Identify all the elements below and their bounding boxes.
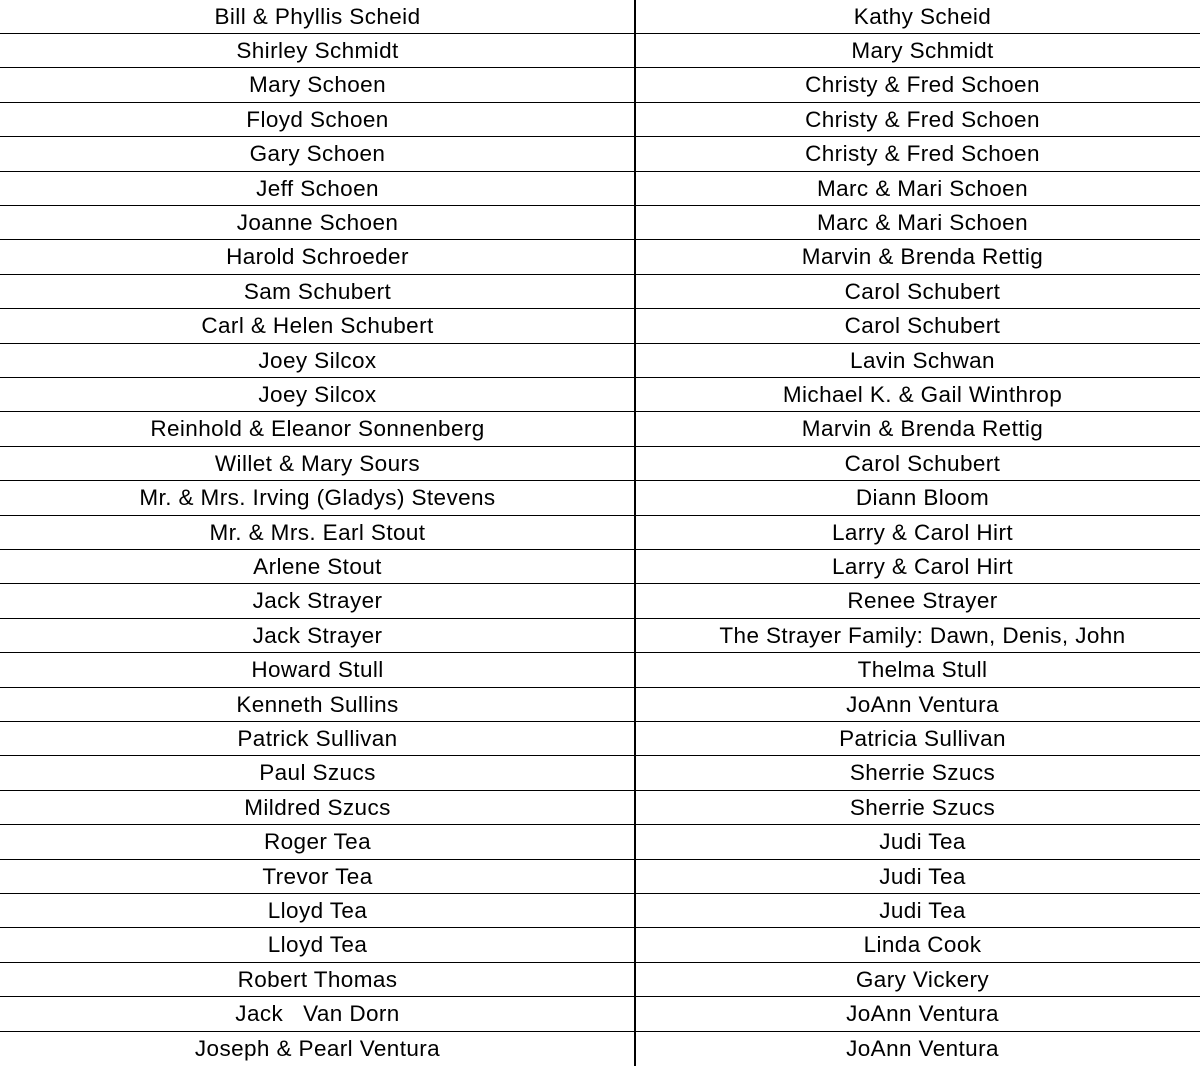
honoree-cell: Patrick Sullivan [237,725,398,751]
table-row [0,0,1200,34]
honoree-cell: Jeff Schoen [256,175,379,201]
table-row [0,791,1200,825]
table-row [0,894,1200,928]
table-row [0,550,1200,584]
donor-cell: Linda Cook [863,932,982,958]
table-row [0,722,1200,756]
honoree-cell: Mildred Szucs [244,794,391,820]
table-row [0,963,1200,997]
donor-cell: JoAnn Ventura [846,691,999,717]
table-row [0,413,1200,447]
donor-cell: Sherrie Szucs [849,794,996,820]
donor-cell: Carol Schubert [844,450,1001,476]
honoree-cell: Jack Strayer [252,622,383,648]
table-row [0,860,1200,894]
donor-cell: JoAnn Ventura [846,1001,999,1027]
column-divider [634,0,636,1066]
honoree-cell: Joey Silcox [258,381,377,407]
honoree-cell: Sam Schubert [243,278,392,304]
table-row [0,69,1200,103]
donor-cell: Michael K. & Gail Winthrop [782,381,1063,407]
donor-cell: Lavin Schwan [850,347,995,373]
donor-cell: Marvin & Brenda Rettig [801,244,1044,270]
donor-cell: The Strayer Family: Dawn, Denis, John [719,622,1126,648]
honoree-cell: Mr. & Mrs. Irving (Gladys) Stevens [139,485,496,511]
honoree-cell: Floyd Schoen [246,106,389,132]
table-row [0,172,1200,206]
donor-cell: Gary Vickery [855,966,990,992]
table-row [0,344,1200,378]
honoree-cell: Joseph & Pearl Ventura [194,1036,441,1061]
honoree-cell: Jack Van Dorn [235,1001,400,1027]
table-row [0,1032,1200,1066]
table-row [0,103,1200,137]
table-row [0,206,1200,240]
honoree-cell: Howard Stull [251,657,384,683]
honoree-cell: Bill & Phyllis Scheid [214,3,421,29]
honoree-cell: Roger Tea [263,829,371,855]
donor-cell: Renee Strayer [847,588,998,614]
table-row [0,378,1200,412]
table-row [0,619,1200,653]
table-row [0,654,1200,688]
table-row [0,34,1200,68]
table-row [0,585,1200,619]
table-row [0,826,1200,860]
honoree-cell: Willet & Mary Sours [214,450,421,476]
table-row [0,688,1200,722]
honoree-cell: Mr. & Mrs. Earl Stout [209,519,426,545]
donor-cell: Christy & Fred Schoen [805,72,1040,98]
donor-cell: Marc & Mari Schoen [816,175,1029,201]
donor-cell: Larry & Carol Hirt [832,553,1013,579]
donor-cell: Carol Schubert [844,278,1001,304]
donor-cell: Patricia Sullivan [839,725,1006,751]
donor-cell: Carol Schubert [844,313,1001,339]
honoree-cell: Joey Silcox [258,347,377,373]
donor-cell: Judi Tea [879,863,966,889]
table-row [0,482,1200,516]
table-row [0,275,1200,309]
donor-cell: Kathy Scheid [853,3,992,29]
donor-cell: Judi Tea [879,897,966,923]
donor-cell: Christy & Fred Schoen [805,106,1040,132]
donor-cell: Christy & Fred Schoen [805,141,1040,167]
honoree-cell: Trevor Tea [262,863,373,889]
honoree-cell: Kenneth Sullins [236,691,399,717]
honoree-cell: Carl & Helen Schubert [201,313,434,339]
honoree-cell: Robert Thomas [237,966,398,992]
donor-cell: Larry & Carol Hirt [832,519,1013,545]
honoree-cell: Lloyd Tea [267,932,368,958]
table-row [0,241,1200,275]
table-row [0,138,1200,172]
donor-cell: JoAnn Ventura [846,1036,999,1061]
table-row [0,998,1200,1032]
honoree-cell: Arlene Stout [253,553,382,579]
donor-cell: Thelma Stull [857,657,988,683]
honoree-cell: Paul Szucs [259,760,376,786]
table-row [0,447,1200,481]
honoree-cell: Gary Schoen [249,141,386,167]
donor-cell: Sherrie Szucs [849,760,996,786]
donor-cell: Diann Bloom [855,485,990,511]
honoree-cell: Reinhold & Eleanor Sonnenberg [150,416,485,442]
honoree-cell: Mary Schoen [249,72,386,98]
table-row [0,310,1200,344]
honoree-cell: Shirley Schmidt [236,37,399,63]
table-row [0,516,1200,550]
honoree-cell: Jack Strayer [252,588,383,614]
table-row [0,757,1200,791]
honoree-cell: Joanne Schoen [236,209,399,235]
honoree-cell: Lloyd Tea [267,897,368,923]
donor-cell: Judi Tea [879,829,966,855]
table-row [0,929,1200,963]
donor-cell: Marc & Mari Schoen [816,209,1029,235]
donor-cell: Mary Schmidt [851,37,994,63]
donor-cell: Marvin & Brenda Rettig [801,416,1044,442]
honoree-cell: Harold Schroeder [226,244,409,270]
